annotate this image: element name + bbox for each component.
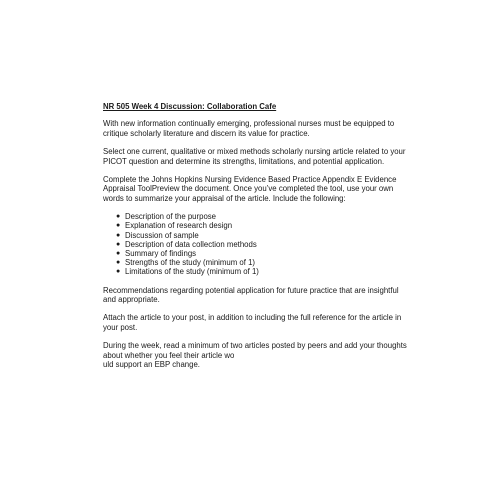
paragraph-line: your post.	[103, 322, 138, 332]
article-selection-paragraph	[103, 147, 406, 166]
appraisal-tool-paragraph	[103, 175, 403, 203]
document-body	[103, 102, 407, 379]
paragraph-line: PICOT question and determine its strengths, limitations, and potential application.	[103, 156, 385, 166]
bullet-icon: ●	[116, 259, 121, 267]
list-item-text: Strengths of the study (minimum of 1)	[125, 258, 256, 268]
list-item	[116, 239, 403, 249]
list-item	[116, 230, 403, 240]
list-item-text: Description of the purpose	[125, 212, 217, 222]
list-item	[116, 249, 403, 259]
paragraph-line: words to summarize your appraisal of the article. Include the following:	[103, 193, 346, 203]
peer-review-paragraph	[103, 341, 407, 370]
paragraph-line: With new information continually emerging, professional nurses must be equipped to	[103, 119, 395, 129]
paragraph-line: Select one current, qualitative or mixed methods scholarly nursing article related to your	[103, 147, 406, 157]
paragraph-line: Appraisal ToolPreview the document. Once you’ve completed the tool, use your own	[103, 184, 394, 194]
list-item-text: Discussion of sample	[125, 230, 199, 240]
bullet-icon: ●	[116, 222, 121, 230]
paragraph-line: Recommendations regarding potential application for future practice that are insightful	[103, 285, 399, 295]
bullet-icon: ●	[116, 231, 121, 239]
list-item	[116, 221, 403, 231]
bullet-icon: ●	[116, 213, 121, 221]
paragraph-line: During the week, read a minimum of two articles posted by peers and add your thoughts	[103, 341, 407, 351]
document-title: NR 505 Week 4 Discussion: Collaboration Cafe	[103, 102, 277, 111]
list-item-text: Limitations of the study (minimum of 1)	[125, 267, 259, 277]
recommendations-paragraph	[103, 286, 403, 305]
list-item-text: Explanation of research design	[125, 221, 233, 231]
list-item	[116, 258, 403, 268]
list-item	[116, 267, 403, 277]
intro-paragraph	[103, 119, 403, 138]
bullet-icon: ●	[116, 250, 121, 258]
list-item-text: Summary of findings	[125, 249, 197, 259]
attach-article-paragraph	[103, 313, 403, 332]
list-item	[116, 212, 403, 222]
bullet-icon: ●	[116, 268, 121, 276]
paragraph-line: and appropriate.	[103, 295, 160, 305]
list-item-text: Description of data collection methods	[125, 239, 257, 249]
bullet-icon: ●	[116, 240, 121, 248]
paragraph-line: about whether you feel their article wo	[103, 350, 235, 360]
requirements-list	[103, 212, 403, 276]
paragraph-line: Complete the Johns Hopkins Nursing Evidence Based Practice Appendix E Evidence	[103, 175, 397, 185]
paragraph-line: uld support an EBP change.	[103, 360, 200, 370]
paragraph-line: critique scholarly literature and discern its value for practice.	[103, 128, 310, 138]
paragraph-line: Attach the article to your post, in addition to including the full reference for the article in	[103, 313, 402, 323]
